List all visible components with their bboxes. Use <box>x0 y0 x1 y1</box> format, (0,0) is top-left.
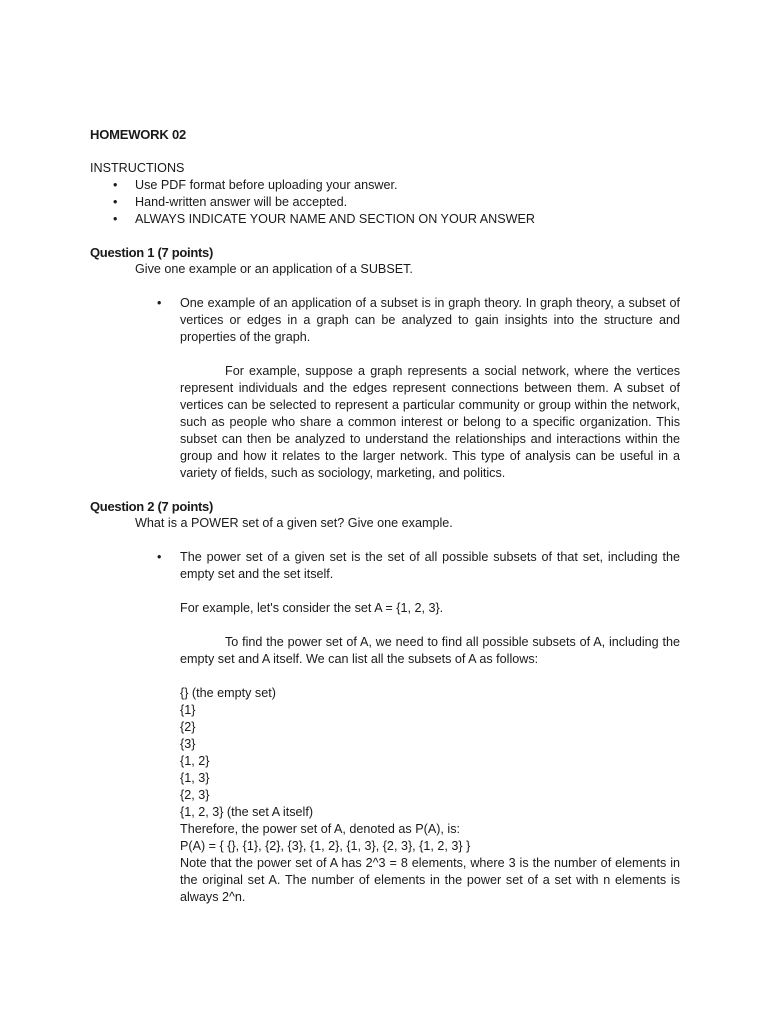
subset-item: {} (the empty set) <box>180 686 276 700</box>
answer-paragraph: To find the power set of A, we need to find all possible subsets of A, including the empty set and A itself. We can list all the subsets of A as follows: <box>180 635 680 666</box>
bullet-icon: • <box>113 195 118 209</box>
subset-item: {1, 2} <box>180 754 210 768</box>
bullet-icon: • <box>157 296 162 310</box>
subset-item: {1, 3} <box>180 771 210 785</box>
document-page <box>90 126 680 906</box>
instruction-text: ALWAYS INDICATE YOUR NAME AND SECTION ON YOUR ANSWER <box>135 212 536 226</box>
answer-paragraph: The power set of a given set is the set of all possible subsets of that set, including the empty set and the set itself. <box>180 550 680 581</box>
instruction-text: Use PDF format before uploading your answer. <box>135 178 398 192</box>
subset-item: {1, 2, 3} (the set A itself) <box>180 805 314 819</box>
answer-paragraph: For example, let's consider the set A = {1, 2, 3}. <box>180 601 444 615</box>
subset-list <box>180 685 680 821</box>
subset-item: {2} <box>180 720 196 734</box>
question-2-answer <box>90 549 680 906</box>
answer-paragraph: One example of an application of a subset is in graph theory. In graph theory, a subset of vertices or edges in a graph can be analyzed to gain insights into the structure and properties of the graph. <box>180 296 680 344</box>
power-set-line: P(A) = { {}, {1}, {2}, {3}, {1, 2}, {1, 3}, {2, 3}, {1, 2, 3} } <box>180 839 471 853</box>
instruction-item <box>90 177 680 194</box>
bullet-icon: • <box>157 550 162 564</box>
subset-item: {1} <box>180 703 196 717</box>
instruction-item <box>90 211 680 228</box>
bullet-icon: • <box>113 178 118 192</box>
question-1-answer <box>90 295 680 482</box>
instructions-list <box>90 177 680 228</box>
answer-paragraph: For example, suppose a graph represents a social network, where the vertices represent individuals and the edges represent connections between them. A subset of vertices can be selected to represent a particular community or group within the network, such as people who share a common interest or belong to a specific organization. This subset can then be analyzed to understand the relationships and interactions within the group and how it relates to the larger network. This type of analysis can be useful in a variety of fields, such as sociology, marketing, and politics. <box>180 364 680 480</box>
bullet-icon: • <box>113 212 118 226</box>
subset-item: {3} <box>180 737 196 751</box>
subset-item: {2, 3} <box>180 788 210 802</box>
question-2-prompt: What is a POWER set of a given set? Give one example. <box>135 516 453 530</box>
question-2-heading: Question 2 (7 points) <box>90 499 213 514</box>
instruction-item <box>90 194 680 211</box>
therefore-line: Therefore, the power set of A, denoted as P(A), is: <box>180 822 461 836</box>
document-title: HOMEWORK 02 <box>90 127 187 142</box>
question-1-heading: Question 1 (7 points) <box>90 245 213 260</box>
instruction-text: Hand-written answer will be accepted. <box>135 195 348 209</box>
question-1-prompt: Give one example or an application of a SUBSET. <box>135 262 413 276</box>
instructions-heading: INSTRUCTIONS <box>90 161 185 175</box>
note-paragraph: Note that the power set of A has 2^3 = 8 elements, where 3 is the number of elements in the original set A. The number of elements in the power set of a set with n elements is always 2^n. <box>180 856 680 904</box>
